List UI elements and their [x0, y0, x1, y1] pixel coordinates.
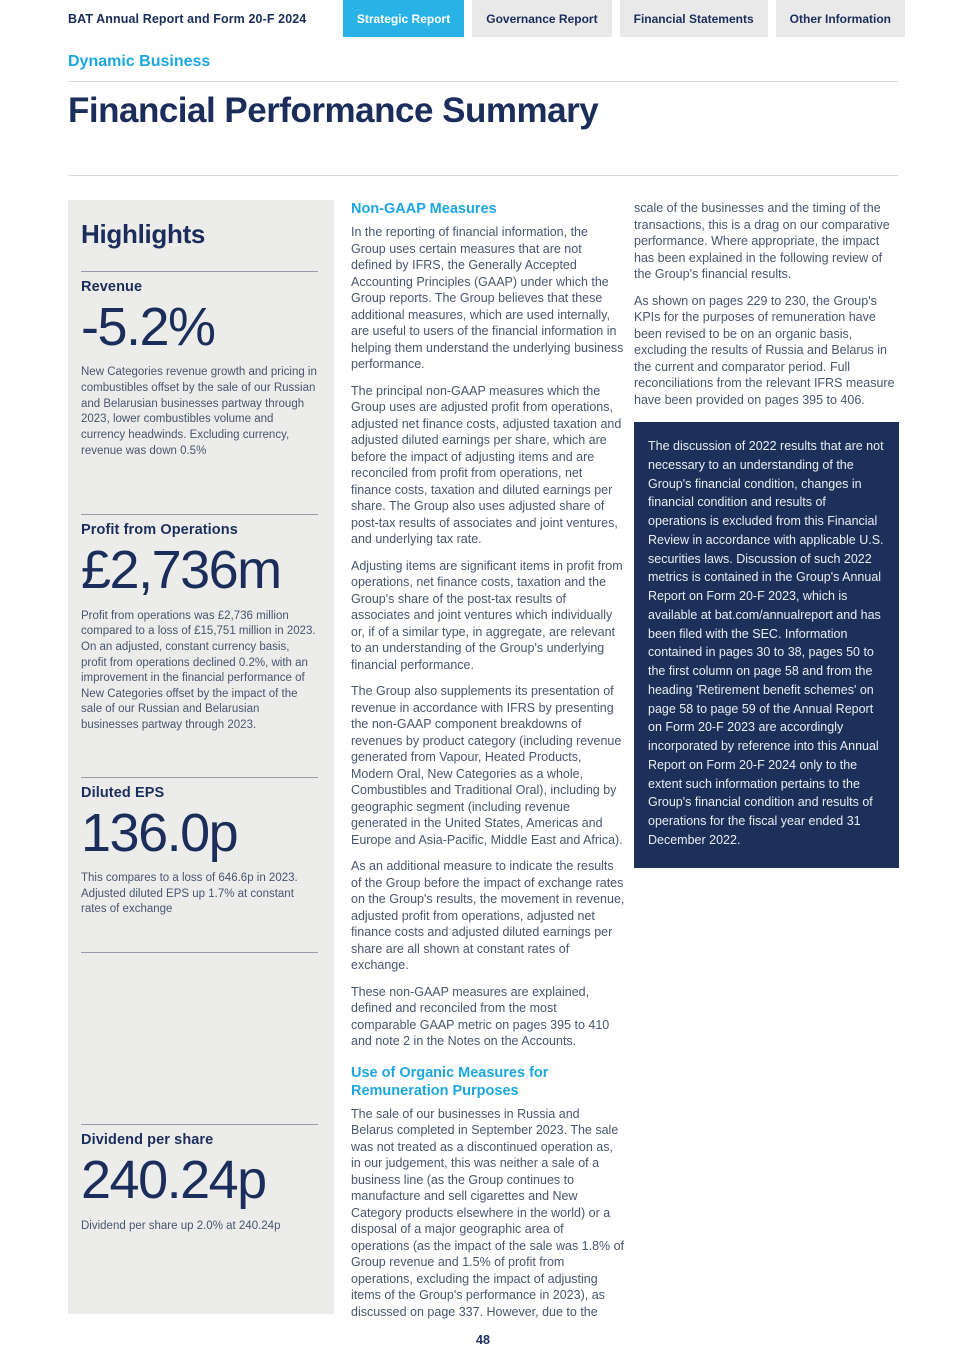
- paragraph: As shown on pages 229 to 230, the Group's KPIs for the purposes of remuneration have been revised to be on an organic basis, excluding the results of Russia and Belarus in the current and comparator period. Full reconciliations from the relevant IFRS measure have been provided on pages 395 to 406.: [634, 293, 895, 407]
- section-label: Dynamic Business: [68, 53, 211, 70]
- metric-diluted-eps: [81, 777, 318, 952]
- paragraph: In the reporting of financial information, the Group uses certain measures that are not defined by IFRS, the Generally Accepted Accounting Principles (GAAP) under which the Group reports. The Group believes that these additional measures, which are used internally, are useful to users of the financial information in helping them understand the underlying business performance.: [351, 225, 624, 372]
- paragraph: The principal non-GAAP measures which the Group uses are adjusted profit from operations, adjusted net finance costs, adjusted taxation and adjusted diluted earnings per share, which are before the impact of adjusting items and are reconciled from profit from operations, net finance costs, taxation and diluted earnings per share. The Group also uses adjusted share of post-tax results of associates and joint ventures, and underlying tax rate.: [351, 383, 622, 547]
- tab-other-information[interactable]: Other Information: [776, 0, 905, 37]
- panel-spacer: [81, 952, 318, 1103]
- divider: [68, 81, 898, 82]
- metric-value: 136.0p: [81, 802, 238, 863]
- metric-label: Dividend per share: [81, 1132, 214, 1149]
- metric-value: £2,736m: [81, 540, 281, 601]
- non-gaap-heading: Non-GAAP Measures: [351, 201, 497, 217]
- metric-profit-from-operations: [81, 514, 318, 755]
- metric-description: Profit from operations was £2,736 million compared to a loss of £15,751 million in 2023. On an adjusted, constant currency basis, profit from operations declined 0.2%, with an improvement in the financial performance of New Categories offset by the impact of the sale of our Russian and Belarusian businesses partway through 2023.: [81, 609, 316, 732]
- sec-notice-box: [634, 422, 899, 868]
- metric-label: Diluted EPS: [81, 784, 165, 801]
- section-tabs: [343, 0, 905, 37]
- metric-description: This compares to a loss of 646.6p in 2023. Adjusted diluted EPS up 1.7% at constant rates of exchange: [81, 872, 298, 916]
- report-title: BAT Annual Report and Form 20-F 2024: [68, 11, 307, 26]
- paragraph: The Group also supplements its presentation of revenue in accordance with IFRS by presenting the non-GAAP component breakdowns of revenues by product category (including revenue generated from Vapour, Heated Products, Modern Oral, New Categories as a whole, Combustibles and Traditional Oral), including by geographic segment (including revenue generated in the United States, Americas and Europe and Asia-Pacific, Middle East and Africa).: [351, 684, 623, 847]
- metric-value: 240.24p: [81, 1150, 266, 1211]
- metric-value: -5.2%: [81, 297, 215, 357]
- page-number: 48: [476, 1333, 490, 1347]
- non-gaap-column: [351, 200, 625, 1330]
- page-title: Financial Performance Summary: [68, 91, 599, 130]
- divider: [68, 175, 898, 176]
- right-column: [634, 200, 899, 1330]
- paragraph: Adjusting items are significant items in profit from operations, net finance costs, taxation and the Group's share of the post-tax results of associates and joint ventures which individually or, if of a similar type, in aggregate, are relevant to an understanding of the Group's underlying financial performance.: [351, 558, 623, 672]
- metric-dividend-per-share: [81, 1124, 318, 1234]
- organic-measures-heading: Use of Organic Measures for Remuneration Purposes: [351, 1064, 549, 1099]
- top-navigation-bar: [0, 0, 966, 37]
- paragraph: The sale of our businesses in Russia and Belarus completed in September 2023. The sale was not treated as a discontinued operation as, in our judgement, this was neither a sale of a business line (as the Group continues to manufacture and sell cigarettes and New Category products elsewhere in the world) or a disposal of a major geographic area of operations (as the impact of the sale was 1.8% of Group revenue and 1.5% of profit from operations, excluding the impact of adjusting items of the Group's performance in 2023), as discussed on page 337. However, due to the: [351, 1106, 625, 1319]
- metric-label: Revenue: [81, 279, 143, 295]
- highlights-title: Highlights: [81, 219, 206, 249]
- paragraph: As an additional measure to indicate the results of the Group before the impact of exchange rates on the Group's results, the movement in revenue, adjusted profit from operations, adjusted net finance costs and adjusted diluted earnings per share are all shown at constant rates of exchange.: [351, 859, 625, 973]
- paragraph: These non-GAAP measures are explained, defined and reconciled from the most comparable GAAP metric on pages 395 to 410 and note 2 in the Notes on the Accounts.: [351, 984, 610, 1049]
- main-columns: [68, 200, 898, 1330]
- metric-label: Profit from Operations: [81, 522, 238, 539]
- paragraph: scale of the businesses and the timing of the transactions, this is a drag on our comparative performance. Where appropriate, the impact has been explained in the following review of the Group's financial results.: [634, 201, 890, 281]
- tab-strategic-report[interactable]: Strategic Report: [343, 0, 464, 37]
- metric-description: New Categories revenue growth and pricing in combustibles offset by the sale of our Russian and Belarusian businesses partway through 2023, lower combustibles volume and currency headwinds. Excluding currency, revenue was down 0.5%: [81, 366, 317, 457]
- highlights-panel: [68, 200, 334, 1314]
- metric-description: Dividend per share up 2.0% at 240.24p: [81, 1219, 281, 1232]
- metric-revenue: [81, 271, 318, 493]
- sec-notice-text: The discussion of 2022 results that are not necessary to an understanding of the Group's financial condition, changes in financial condition and results of operations is excluded from this Financial Review in accordance with applicable U.S. securities laws. Discussion of such 2022 metrics is contained in the Group's Annual Report on Form 20-F 2023, which is available at bat.com/annualreport and has been filed with the SEC. Information contained in pages 30 to 38, pages 50 to the first column on page 58 and from the heading 'Retirement benefit schemes' on page 58 to page 59 of the Annual Report on Form 20-F 2023 are accordingly incorporated by reference into this Annual Report on Form 20-F 2024 only to the extent such information pertains to the Group's financial condition and results of operations for the fiscal year ended 31 December 2022.: [648, 439, 884, 847]
- tab-governance-report[interactable]: Governance Report: [472, 0, 611, 37]
- tab-financial-statements[interactable]: Financial Statements: [620, 0, 768, 37]
